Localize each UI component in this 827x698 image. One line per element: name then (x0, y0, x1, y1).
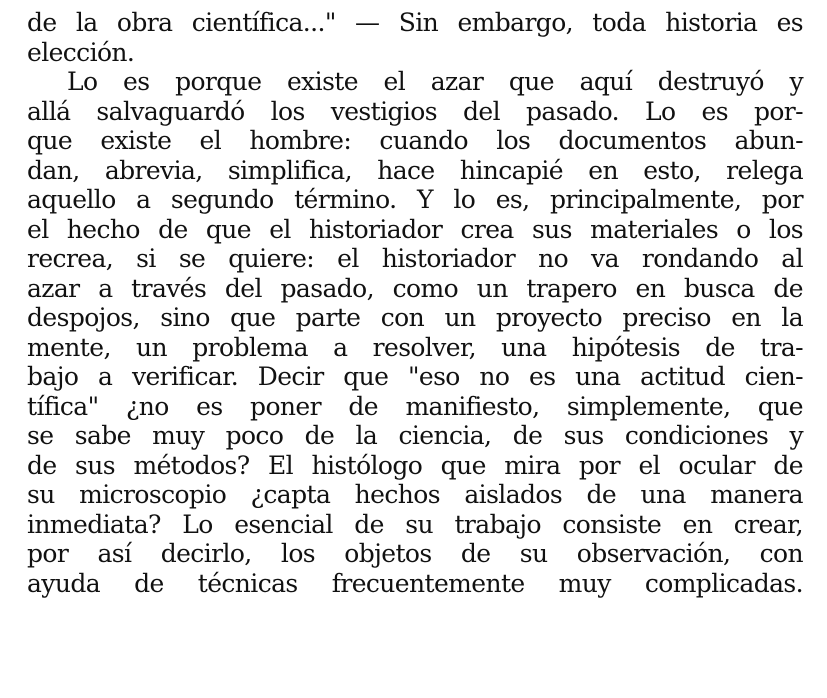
text-line: ayuda de técnicas frecuentemente muy complicadas. (27, 568, 803, 598)
text-line: despojos, sino que parte con un proyecto preciso en la (27, 303, 803, 332)
text-line: elección. (27, 37, 135, 67)
text-line: aquello a segundo término. Y lo es, principalmente, por (27, 185, 803, 214)
text-line: mente, un problema a resolver, una hipótesis de tra- (27, 332, 803, 362)
text-line: recrea, si se quiere: el historiador no va rondando al (27, 244, 803, 273)
paragraph-first-line: Lo es porque existe el azar que aquí destruyó y (67, 67, 803, 96)
text-line: de sus métodos? El histólogo que mira por el ocular de (27, 450, 803, 480)
text-line: por así decirlo, los objetos de su observación, con (27, 539, 803, 568)
text-line: se sabe muy poco de la ciencia, de sus condiciones y (27, 421, 803, 450)
text-line: bajo a verificar. Decir que "eso no es una actitud cien- (27, 362, 803, 391)
body-text (27, 8, 803, 598)
text-line: allá salvaguardó los vestigios del pasado. Lo es por- (27, 96, 803, 126)
text-line: de la obra científica..." — Sin embargo, toda historia es (27, 8, 803, 37)
text-line: su microscopio ¿capta hechos aislados de una manera (27, 480, 803, 509)
text-line: azar a través del pasado, como un trapero en busca de (27, 273, 803, 303)
text-line: tífica" ¿no es poner de manifiesto, simplemente, que (27, 391, 803, 421)
text-line: que existe el hombre: cuando los documentos abun- (27, 126, 803, 155)
text-line: dan, abrevia, simplifica, hace hincapié en esto, relega (27, 155, 803, 185)
text-line: inmediata? Lo esencial de su trabajo consiste en crear, (27, 509, 803, 539)
text-line: el hecho de que el historiador crea sus materiales o los (27, 214, 803, 244)
